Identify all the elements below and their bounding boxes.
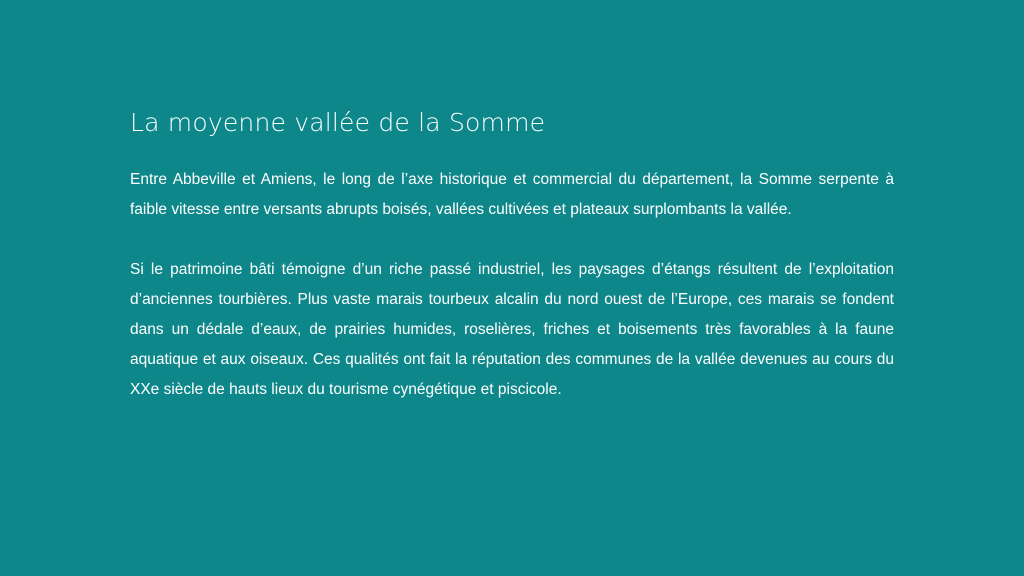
text-content	[130, 106, 894, 405]
page-title: La moyenne vallée de la Somme	[130, 108, 546, 137]
intro-paragraph: Entre Abbeville et Amiens, le long de l’axe historique et commercial du département, la Somme serpente à faible vitesse entre versants abrupts boisés, vallées cultivées et plateaux surplombants la vallée.	[130, 171, 894, 218]
heritage-paragraph: Si le patrimoine bâti témoigne d’un riche passé industriel, les paysages d’étangs résultent de l’exploitation d’anciennes tourbières. Plus vaste marais tourbeux alcalin du nord ouest de l’Europe, ces marais se fondent dans un dédale d’eaux, de prairies humides, roselières, friches et boisements très favorables à la faune aquatique et aux oiseaux. Ces qualités ont fait la réputation des communes de la vallée devenues au cours du XXe siècle de hauts lieux du tourisme cynégétique et piscicole.	[130, 261, 894, 398]
